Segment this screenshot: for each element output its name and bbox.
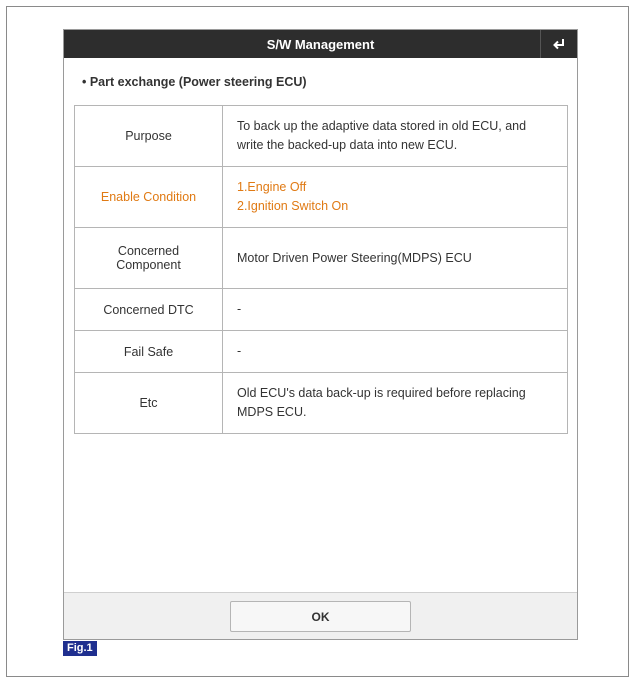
table-row-concerned-component	[75, 228, 568, 289]
dialog-title: S/W Management	[266, 36, 375, 52]
row-label: Concerned DTC	[75, 289, 223, 331]
row-value: 1.Engine Off 2.Ignition Switch On	[223, 167, 568, 228]
figure-label: Fig.1	[63, 641, 97, 656]
dialog-titlebar	[64, 30, 577, 58]
row-value: Old ECU's data back-up is required before replacing MDPS ECU.	[223, 373, 568, 434]
row-value: To back up the adaptive data stored in old ECU, and write the backed-up data into new ECU.	[223, 106, 568, 167]
row-label: Etc	[75, 373, 223, 434]
return-arrow-icon	[552, 37, 566, 51]
info-table	[74, 105, 568, 434]
row-label: Enable Condition	[75, 167, 223, 228]
row-value: -	[223, 289, 568, 331]
back-button[interactable]	[540, 30, 577, 58]
table-row-enable-condition	[75, 167, 568, 228]
row-label: Fail Safe	[75, 331, 223, 373]
table-row-fail-safe	[75, 331, 568, 373]
row-label: Purpose	[75, 106, 223, 167]
table-row-concerned-dtc	[75, 289, 568, 331]
dialog-footer	[64, 592, 577, 639]
row-value: Motor Driven Power Steering(MDPS) ECU	[223, 228, 568, 289]
sw-management-dialog	[63, 29, 578, 640]
table-row-purpose	[75, 106, 568, 167]
table-row-etc	[75, 373, 568, 434]
row-label: Concerned Component	[75, 228, 223, 289]
ok-button[interactable]: OK	[230, 601, 411, 632]
section-heading: • Part exchange (Power steering ECU)	[82, 75, 307, 89]
row-value: -	[223, 331, 568, 373]
